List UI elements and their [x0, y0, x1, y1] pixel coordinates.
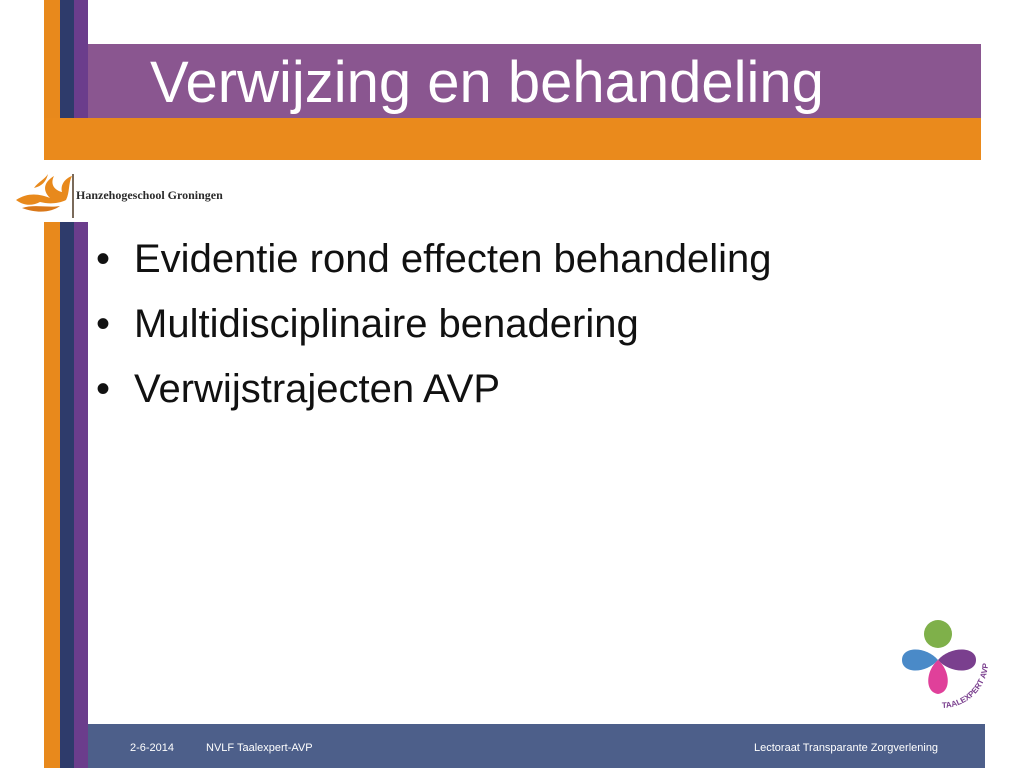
slide-title: Verwijzing en behandeling — [150, 50, 824, 115]
footer-org: Lectoraat Transparante Zorgverlening — [754, 742, 939, 754]
bullet-item — [96, 232, 772, 297]
taalexpert-emblem-icon — [896, 616, 1000, 716]
bullet-text: Evidentie rond effecten behandeling — [134, 237, 772, 281]
left-stripe-purple — [74, 0, 88, 768]
flame-logo-icon — [14, 170, 76, 222]
left-stripe-navy — [60, 0, 74, 768]
bullet-text: Verwijstrajecten AVP — [134, 367, 501, 411]
bullet-item — [96, 362, 772, 427]
footer-event: NVLF Taalexpert-AVP — [206, 742, 313, 754]
bullet-glyph: • — [96, 302, 111, 346]
footer-date: 2-6-2014 — [130, 742, 175, 754]
title-underbar — [44, 118, 981, 160]
school-name: Hanzehogeschool Groningen — [76, 188, 223, 202]
bullet-glyph: • — [96, 367, 111, 411]
left-stripe-orange — [44, 0, 60, 768]
bullet-list — [96, 232, 772, 427]
bullet-text: Multidisciplinaire benadering — [134, 302, 639, 346]
emblem-text: TAALEXPERT AVP — [941, 662, 991, 711]
bullet-glyph: • — [96, 237, 111, 281]
logo-divider — [72, 174, 74, 218]
bullet-item — [96, 297, 772, 362]
